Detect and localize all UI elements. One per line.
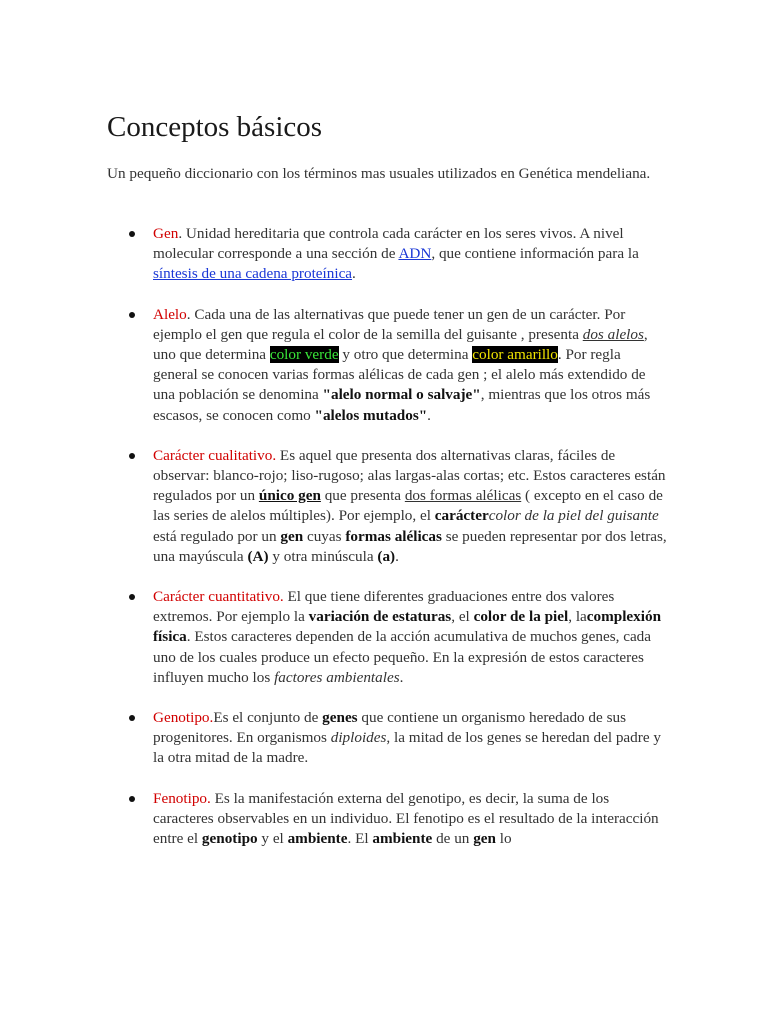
bold-text: (A) (247, 547, 269, 565)
intro-paragraph: Un pequeño diccionario con los términos mas usuales utilizados en Genética mendeliana. (107, 165, 651, 182)
text: cuyas (303, 527, 346, 545)
text: que presenta (320, 487, 405, 505)
text: y otra minúscula (268, 547, 378, 565)
term-gen: Gen (153, 225, 179, 242)
text: Es aquel que presenta dos alternativas claras, fáciles de observar: blanco-rojo; liso-rugoso; alas largas-alas cortas; etc. Estos caracteres están regulados por un (153, 446, 666, 505)
link-sintesis-proteinica[interactable]: síntesis de una cadena proteínica (153, 265, 353, 283)
text: , mientras que los otros más escasos, se conocen como (153, 386, 651, 424)
term-caracter-cualitativo: Carácter cualitativo. (153, 446, 277, 464)
bold-text: gen (473, 830, 496, 848)
text: , el (451, 608, 474, 626)
emphasis: color de la piel del guisante (488, 507, 659, 525)
bold-text: carácter (434, 507, 489, 525)
list-item-fenotipo (107, 789, 667, 850)
text: . (352, 265, 356, 283)
emphasis: diploides (330, 729, 387, 747)
text: . (399, 668, 404, 686)
bold-text: único gen (258, 487, 321, 505)
text: . (427, 406, 431, 424)
text: y el (257, 830, 288, 848)
text: Es la manifestación externa del genotipo, es decir, la suma de los caracteres observables en un individuo. El fenotipo es el resultado de la interacción entre el (153, 789, 659, 848)
text: . Unidad hereditaria que controla cada carácter en los seres vivos. A nivel molecular corresponde a una sección de (153, 225, 624, 263)
text: lo (495, 830, 512, 848)
list-item-alelo (107, 305, 667, 426)
underlined-text: dos formas alélicas (404, 487, 522, 505)
page-title: Conceptos básicos (107, 111, 323, 143)
emphasis: dos alelos (582, 325, 644, 343)
text: . Cada una de las alternativas que puede tener un gen de un carácter. Por ejemplo el gen que regula el color de la semilla del guisante , presenta (153, 305, 626, 343)
term-caracter-cuantitativo: Carácter cuantitativo. (153, 588, 284, 606)
bold-text: gen (280, 527, 304, 545)
text: , la (568, 608, 587, 626)
text: . Por regla general se conocen varias formas alélicas de cada gen ; el alelo más extendido de una población se denomina (153, 346, 646, 404)
highlight-yellow: color amarillo (472, 346, 558, 364)
term-genotipo: Genotipo. (153, 709, 214, 727)
text: y otro que determina (338, 346, 473, 364)
bold-text: (a) (377, 547, 396, 565)
text: , la mitad de los genes se heredan del padre y la otra mitad de la madre. (153, 729, 661, 767)
term-alelo: Alelo (153, 305, 187, 323)
text: . (395, 547, 399, 565)
text: Es el conjunto de (213, 709, 323, 727)
text: . Estos caracteres dependen de la acción acumulativa de muchos genes, cada uno de los cuales produce un efecto pequeño. En la expresión de estos caracteres influyen mucho los (153, 628, 652, 686)
list-item-caracter-cualitativo (107, 446, 667, 567)
link-adn[interactable]: ADN (398, 245, 432, 263)
bold-text: complexión física (153, 608, 662, 646)
bold-text: variación de estaturas (308, 608, 452, 626)
emphasis: factores ambientales (274, 668, 400, 686)
term-fenotipo: Fenotipo. (153, 789, 211, 807)
list-item-caracter-cuantitativo (107, 587, 667, 688)
bold-text: ambiente (372, 830, 433, 848)
bold-text: genotipo (201, 830, 258, 848)
text: , que contiene información para la (431, 245, 639, 263)
bold-text: "alelos mutados" (314, 406, 428, 424)
terms-list (107, 224, 667, 869)
highlight-green: color verde (269, 346, 339, 364)
bold-text: "alelo normal o salvaje" (322, 386, 481, 404)
text: de un (432, 830, 474, 848)
bold-text: ambiente (287, 830, 348, 848)
text: está regulado por un (153, 527, 281, 545)
list-item-genotipo (107, 708, 667, 769)
bold-text: genes (322, 709, 358, 727)
text: . El (347, 830, 373, 848)
bold-text: color de la piel (473, 608, 569, 626)
bold-text: formas alélicas (345, 527, 442, 545)
text: se pueden representar por dos letras, una mayúscula (153, 527, 667, 565)
text: ( excepto en el caso de las series de alelos múltiples). Por ejemplo, el (153, 487, 663, 525)
list-item-gen (107, 224, 667, 285)
text: que contiene un organismo heredado de sus progenitores. En organismos (153, 709, 626, 747)
text: El que tiene diferentes graduaciones entre dos valores extremos. Por ejemplo la (153, 588, 615, 626)
text: , uno que determina (153, 325, 648, 364)
